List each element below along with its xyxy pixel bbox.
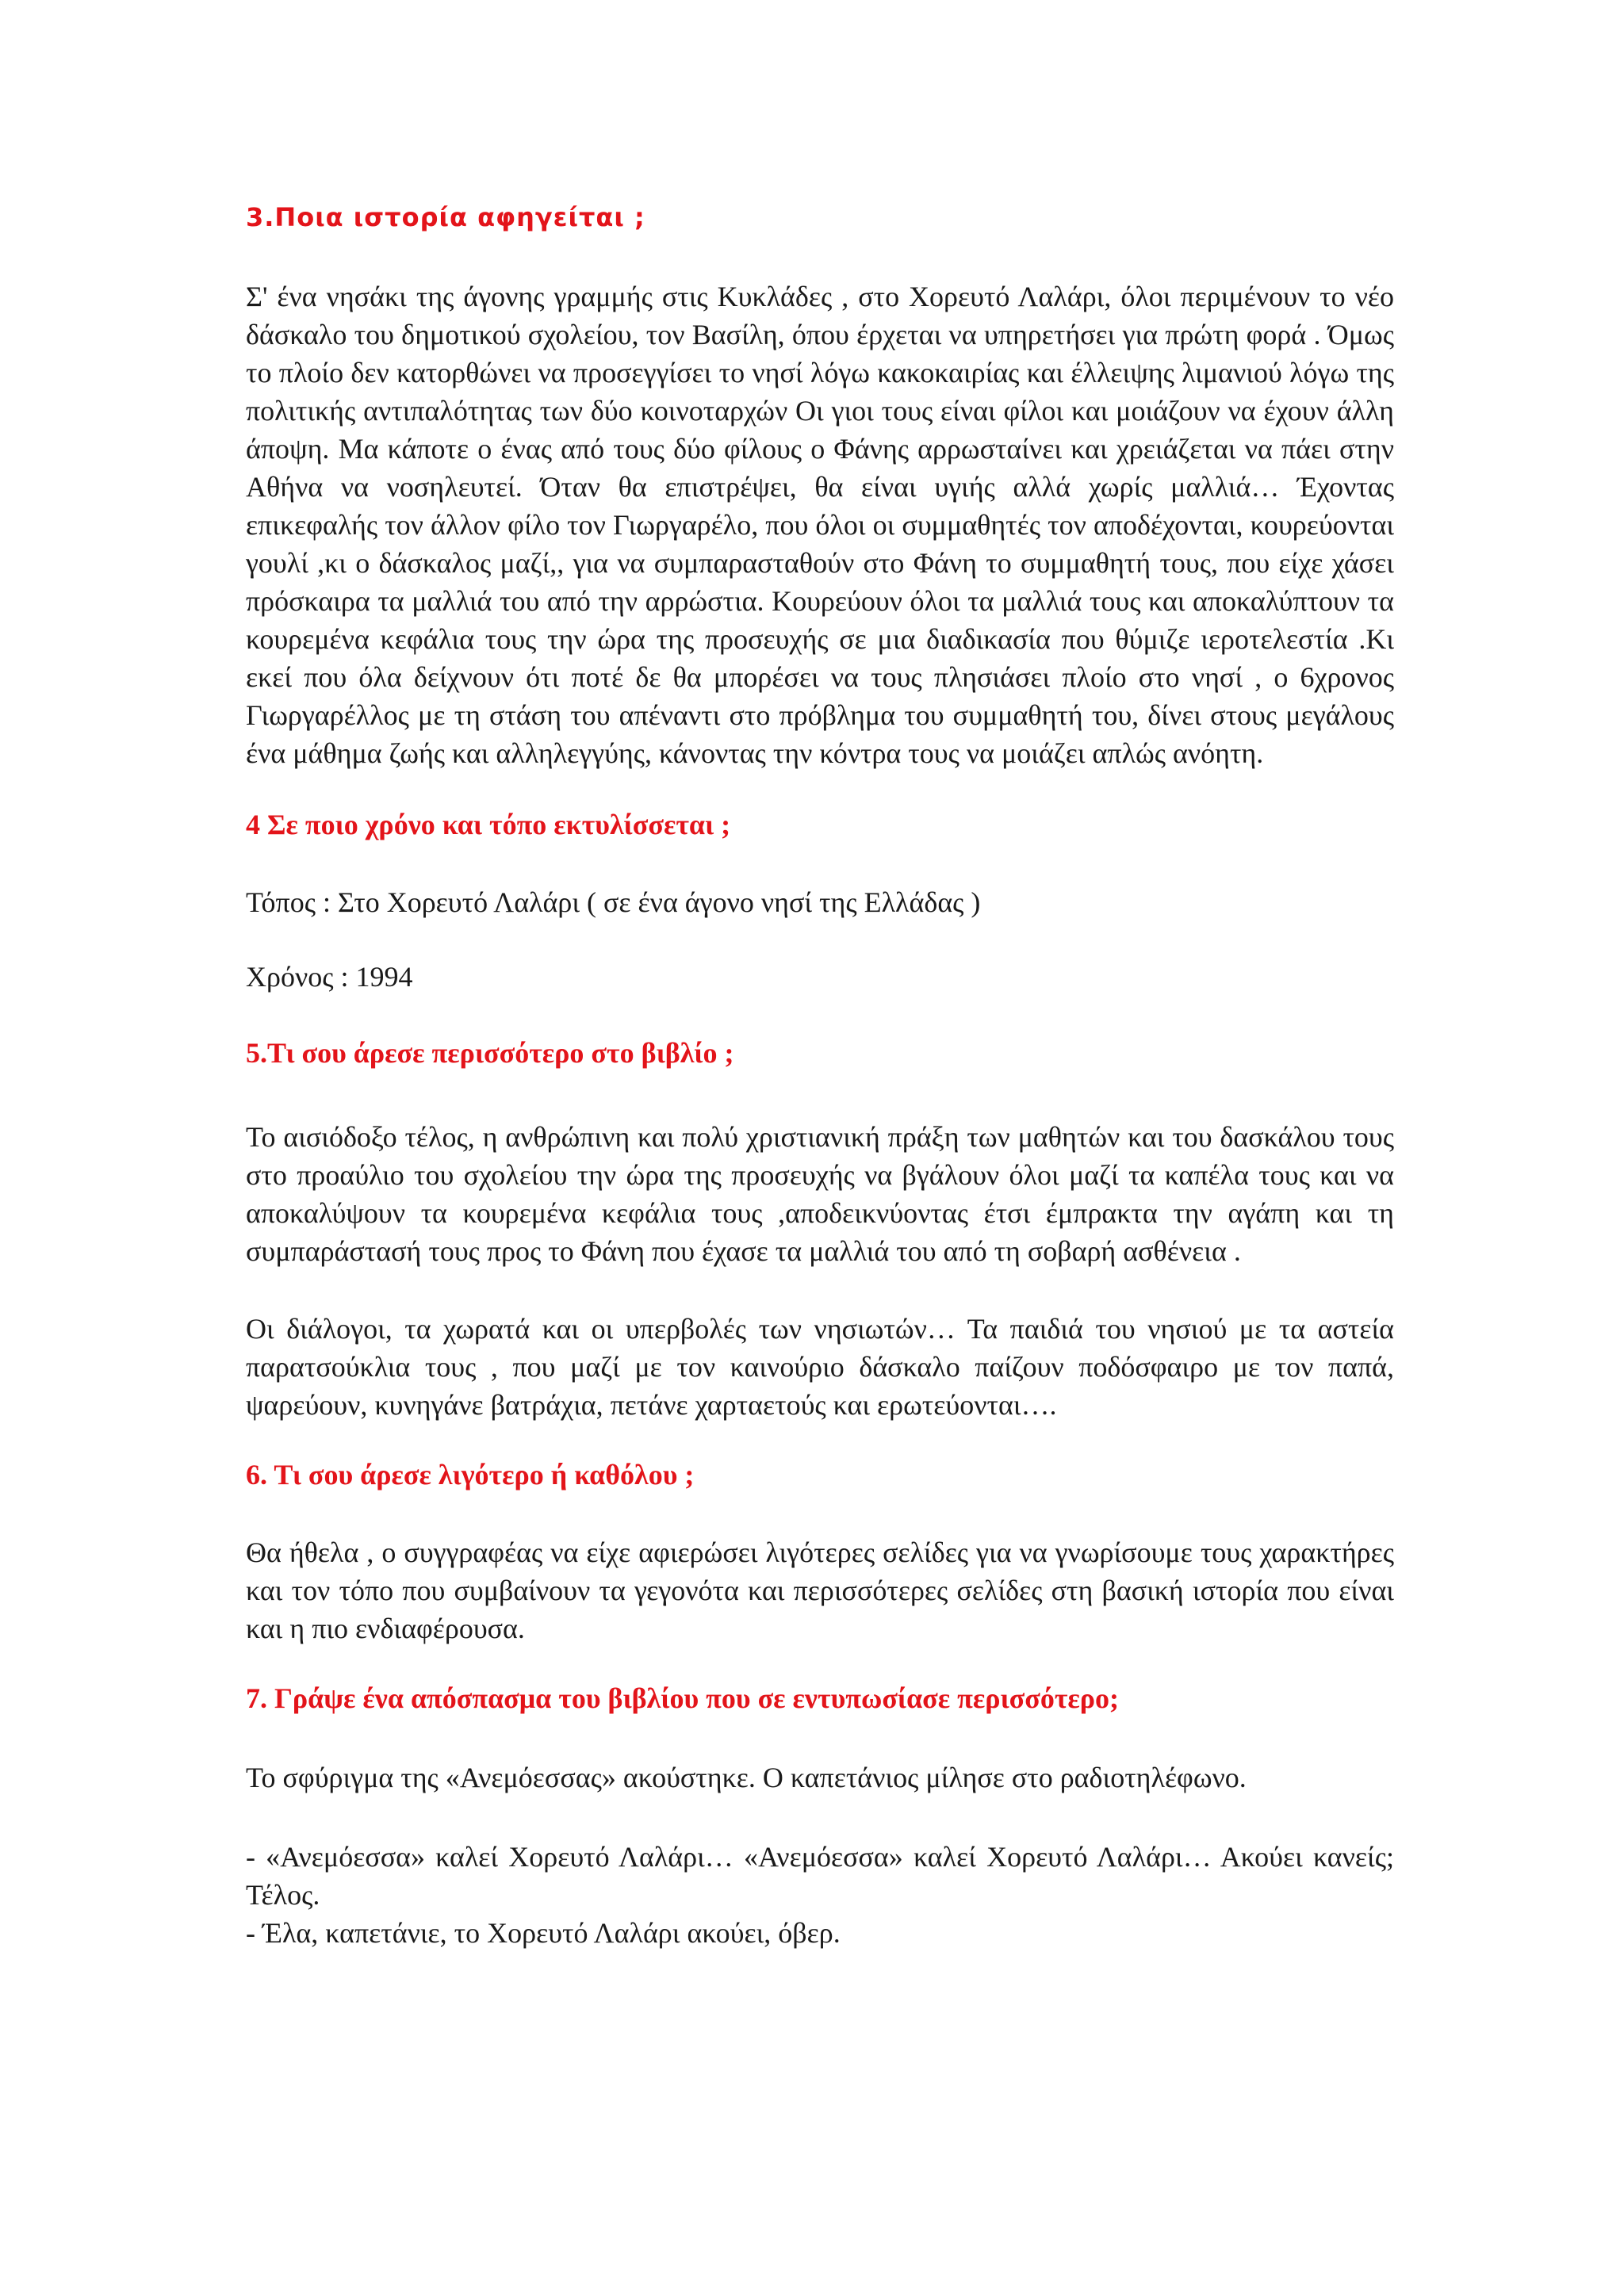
story-summary-paragraph: Σ' ένα νησάκι της άγονης γραμμής στις Κυκλάδες , στο Χορευτό Λαλάρι, όλοι περιμένουν το νέο δάσκαλο του δημοτικού σχολείου, τον Βασίλη, όπου έρχεται να υπηρετήσει για πρώτη φορά . Όμως το πλοίο δεν κατορθώνει να προσεγγίσει το νησί λόγω κακοκαιρίας και έλλειψης λιμανιού λόγω της πολιτικής αντιπαλότητας των δύο κοινοταρχών Οι γιοι τους είναι φίλοι και μοιάζουν να έχουν άλλη άποψη. Μα κάποτε ο ένας από τους δύο φίλους ο Φάνης αρρωσταίνει και χρειάζεται να πάει στην Αθήνα να νοσηλευτεί. Όταν θα επιστρέψει, θα είναι υγιής αλλά χωρίς μαλλιά… Έχοντας επικεφαλής τον άλλον φίλο τον Γιωργαρέλο, που όλοι οι συμμαθητές τον αποδέχονται, κουρεύονται γουλί ,κι ο δάσκαλος μαζί,, για να συμπαρασταθούν στο Φάνη το συμμαθητή τους, που είχε χάσει πρόσκαιρα τα μαλλιά του από την αρρώστια. Κουρεύουν όλοι τα μαλλιά τους και αποκαλύπτουν τα κουρεμένα κεφάλια τους την ώρα της προσευχής σε μια διαδικασία που θύμιζε ιεροτελεστία .Κι εκεί που όλα δείχνουν ότι ποτέ δε θα μπορέσει να τους πλησιάσει πλοίο στο νησί , ο 6χρονος Γιωργαρέλλος με τη στάση του απέναντι στο πρόβλημα του συμμαθητή του, δίνει στους μεγάλους ένα μάθημα ζωής και αλληλεγγύης, κάνοντας την κόντρα τους να μοιάζει απλώς ανόητη.	[246, 281, 1394, 769]
question-3-heading: 3.Ποια ιστορία αφηγείται ;	[246, 202, 645, 232]
question-4-heading	[246, 806, 1394, 844]
dialogs-paragraph: Οι διάλογοι, τα χωρατά και οι υπερβολές των νησιωτών… Τα παιδιά του νησιού με τα αστεία παρατσούκλια τους , που μαζί με τον καινούριο δάσκαλο παίζουν ποδόσφαιρο με τον παπά, ψαρεύουν, κυνηγάνε βατράχια, πετάνε χαρταετούς και ερωτεύονται….	[246, 1313, 1394, 1421]
excerpt-paragraph: Το σφύριγμα της «Ανεμόεσσας» ακούστηκε. Ο καπετάνιος μίλησε στο ραδιοτηλέφωνο.	[246, 1762, 1247, 1793]
question-7-heading: 7. Γράψε ένα απόσπασμα του βιβλίου που σε εντυπωσίασε περισσότερο;	[246, 1682, 1120, 1714]
question-4-text: Σε ποιο χρόνο και τόπο εκτυλίσσεται ;	[260, 809, 731, 840]
question-6-heading: 6. Τι σου άρεσε λιγότερο ή καθόλου ;	[246, 1459, 695, 1490]
liked-least-paragraph: Θα ήθελα , ο συγγραφέας να είχε αφιερώσει λιγότερες σελίδες για να γνωρίσουμε τους χαρακτήρες και τον τόπο που συμβαίνουν τα γεγονότα και περισσότερες σελίδες στη βασική ιστορία που είναι και η πιο ενδιαφέρουσα.	[246, 1536, 1394, 1644]
excerpt-dialog-line-1: - «Ανεμόεσσα» καλεί Χορευτό Λαλάρι… «Ανεμόεσσα» καλεί Χορευτό Λαλάρι… Ακούει κανείς; Τέλος.	[246, 1841, 1394, 1911]
time-paragraph: Χρόνος : 1994	[246, 961, 413, 993]
place-paragraph: Τόπος : Στο Χορευτό Λαλάρι ( σε ένα άγονο νησί της Ελλάδας )	[246, 886, 981, 918]
question-5-heading: 5.Τι σου άρεσε περισσότερο στο βιβλίο ;	[246, 1037, 734, 1069]
excerpt-dialog-line-2: - Έλα, καπετάνιε, το Χορευτό Λαλάρι ακούει, όβερ.	[246, 1917, 841, 1949]
liked-most-paragraph: Το αισιόδοξο τέλος, η ανθρώπινη και πολύ χριστιανική πράξη των μαθητών και του δασκάλου τους στο προαύλιο του σχολείου την ώρα της προσευχής να βγάλουν όλοι μαζί τα καπέλα τους και να αποκαλύψουν τα κουρεμένα κεφάλια τους ,αποδεικνύοντας έτσι έμπρακτα την αγάπη και τη συμπαράστασή τους προς το Φάνη που έχασε τα μαλλιά του από τη σοβαρή ασθένεια .	[246, 1121, 1394, 1267]
question-4-number: 4	[246, 809, 260, 840]
